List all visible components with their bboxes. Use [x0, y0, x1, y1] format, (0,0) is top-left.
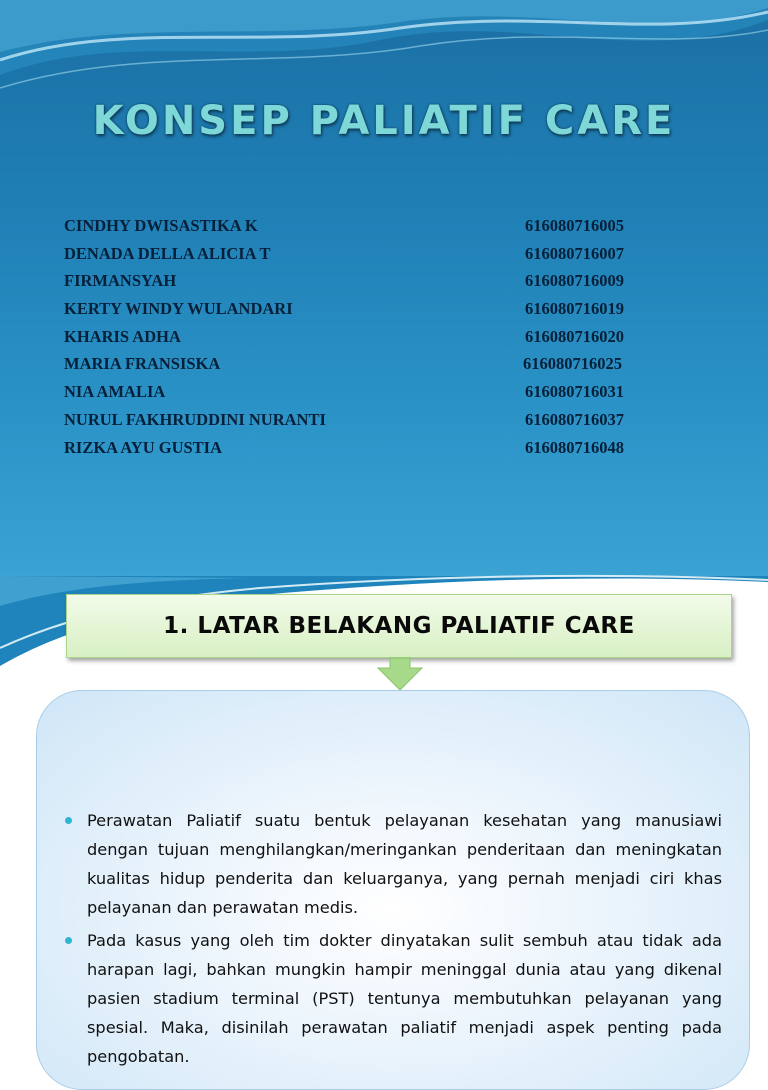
bullet-list [62, 806, 722, 1075]
member-nim: 616080716009 [525, 271, 624, 291]
member-nim: 616080716037 [525, 409, 624, 429]
member-name: KHARIS ADHA [64, 326, 181, 346]
bullet-icon [65, 817, 72, 824]
section-title-box [66, 594, 732, 658]
member-nim: 616080716007 [525, 243, 624, 263]
member-row [64, 212, 684, 240]
member-nim: 616080716025 [523, 354, 622, 374]
member-name: MARIA FRANSISKA [64, 354, 221, 374]
section-title: 1. LATAR BELAKANG PALIATIF CARE [163, 613, 635, 639]
member-name: RIZKA AYU GUSTIA [64, 437, 223, 457]
member-name: FIRMANSYAH [64, 271, 177, 291]
member-nim: 616080716005 [525, 216, 624, 235]
member-nim: 616080716020 [525, 326, 624, 346]
member-row [64, 240, 684, 268]
member-name: DENADA DELLA ALICIA T [64, 243, 271, 263]
member-row [64, 378, 684, 406]
member-name: NURUL FAKHRUDDINI NURANTI [64, 409, 326, 429]
bullet-text: Perawatan Paliatif suatu bentuk pelayanan kesehatan yang manusiawi dengan tujuan menghilangkan/meringankan penderitaan dan meningkatan kualitas hidup penderita dan keluarganya, yang pernah menjadi ciri khas pelayanan dan perawatan medis. [87, 811, 722, 917]
member-name: KERTY WINDY WULANDARI [64, 299, 293, 319]
member-nim: 616080716019 [525, 299, 624, 319]
member-row [64, 406, 684, 434]
member-name: NIA AMALIA [64, 382, 166, 402]
arrow-down-icon [374, 658, 426, 692]
member-nim: 616080716048 [525, 437, 624, 457]
member-row [64, 434, 684, 462]
member-row [64, 267, 684, 295]
list-item [62, 806, 722, 922]
member-row [64, 295, 684, 323]
presentation-title: KONSEP PALIATIF CARE [92, 98, 676, 144]
bullet-icon [65, 937, 72, 944]
member-nim: 616080716031 [525, 382, 624, 402]
member-row [64, 323, 684, 351]
member-list [64, 212, 684, 461]
bullet-text: Pada kasus yang oleh tim dokter dinyatakan sulit sembuh atau tidak ada harapan lagi, bahkan mungkin hampir meninggal dunia atau yang dikenal pasien stadium terminal (PST) tentunya membutuhkan pelayanan yang spesial. Maka, disinilah perawatan paliatif menjadi aspek penting pada pengobatan. [87, 931, 722, 1066]
list-item [62, 926, 722, 1071]
member-row [64, 350, 684, 378]
member-name: CINDHY DWISASTIKA K [64, 216, 258, 235]
